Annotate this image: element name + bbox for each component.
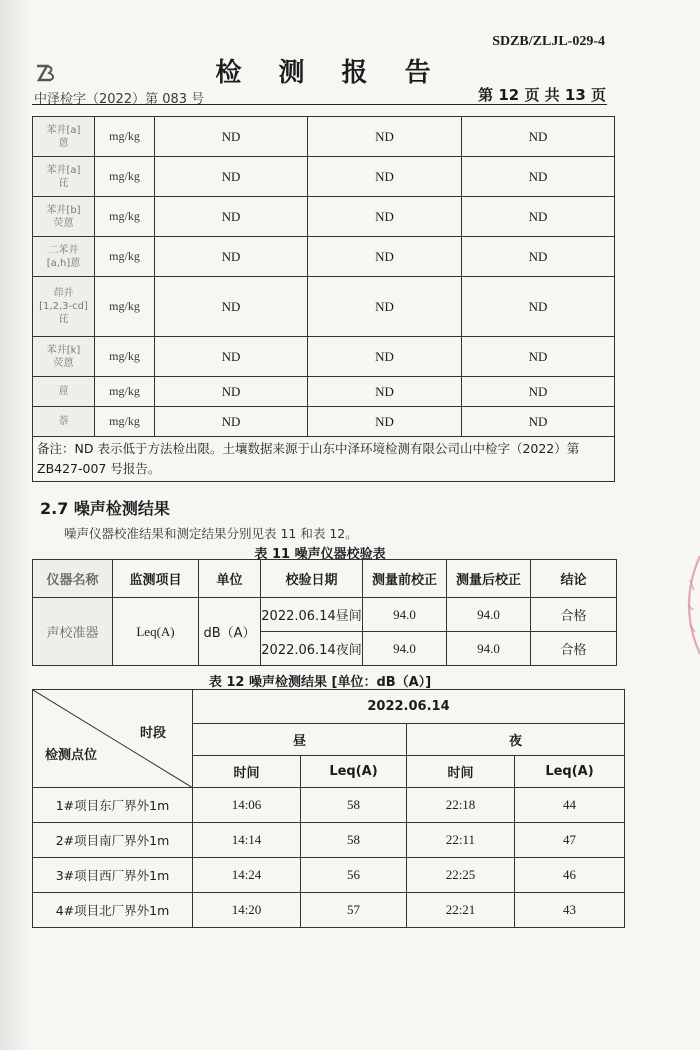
table-row (33, 407, 615, 437)
unit-cell: mg/kg (95, 157, 155, 197)
calibration-date: 2022.06.14昼间 (261, 598, 363, 632)
remark-cell (33, 437, 615, 482)
day-leq: 56 (301, 858, 407, 893)
column-header: Leq(A) (515, 756, 625, 788)
instrument-name: 声校准器 (33, 598, 113, 666)
conclusion: 合格 (531, 632, 617, 666)
day-leq: 58 (301, 788, 407, 823)
table12-caption: 表 12 噪声检测结果 [单位：dB（A）] (208, 675, 432, 690)
noise-instrument-calibration-table (32, 559, 617, 666)
table-row (33, 823, 625, 858)
after-calibration: 94.0 (447, 632, 531, 666)
table-row (33, 858, 625, 893)
compound-name (33, 157, 95, 197)
night-time: 22:21 (407, 893, 515, 928)
corner-point-label: 检测点位 (45, 748, 98, 763)
unit-cell: mg/kg (95, 117, 155, 157)
compound-name-line: [a,h]蒽 (46, 257, 81, 269)
noise-results-table (32, 689, 625, 928)
page-number: 第 12 页 共 13 页 (478, 86, 606, 104)
value-cell: ND (155, 237, 308, 277)
value-cell: ND (155, 407, 308, 437)
compound-name-line: 苯并[a] (46, 124, 81, 136)
header-rule (32, 104, 607, 105)
table-row (33, 277, 615, 337)
table-row (33, 788, 625, 823)
before-calibration: 94.0 (363, 598, 447, 632)
column-header: 单位 (199, 560, 261, 598)
monitoring-point: 1#项目东厂界外1m (33, 788, 193, 823)
monitoring-point: 4#项目北厂界外1m (33, 893, 193, 928)
remark-row (33, 437, 615, 482)
table-row (33, 237, 615, 277)
table-row (33, 377, 615, 407)
monitoring-point: 3#项目西厂界外1m (33, 858, 193, 893)
value-cell: ND (308, 377, 462, 407)
table11-body (33, 560, 617, 666)
value-cell: ND (155, 157, 308, 197)
value-cell: ND (462, 277, 615, 337)
value-cell: ND (462, 377, 615, 407)
day-leq: 58 (301, 823, 407, 858)
monitor-item: Leq(A) (113, 598, 199, 666)
compound-name-line: 苯并[a] (46, 164, 81, 176)
night-time: 22:11 (407, 823, 515, 858)
value-cell: ND (308, 117, 462, 157)
day-header: 昼 (193, 724, 407, 756)
unit-cell: mg/kg (95, 197, 155, 237)
day-time: 14:20 (193, 893, 301, 928)
report-number: 中泽检字（2022）第 083 号 (34, 92, 205, 107)
night-leq: 44 (515, 788, 625, 823)
unit-cell: mg/kg (95, 407, 155, 437)
date-header: 2022.06.14 (193, 690, 625, 724)
day-time: 14:06 (193, 788, 301, 823)
compound-name-line: 蒽 (58, 137, 69, 149)
compound-name-line: 二苯并 (48, 244, 79, 256)
night-leq: 47 (515, 823, 625, 858)
day-time: 14:14 (193, 823, 301, 858)
calibration-date: 2022.06.14夜间 (261, 632, 363, 666)
night-leq: 43 (515, 893, 625, 928)
unit-cell: dB（A） (199, 598, 261, 666)
unit-cell: mg/kg (95, 237, 155, 277)
monitoring-point: 2#项目南厂界外1m (33, 823, 193, 858)
column-header: Leq(A) (301, 756, 407, 788)
continued-results-table (32, 116, 615, 482)
value-cell: ND (462, 407, 615, 437)
diagonal-line (33, 690, 193, 788)
night-time: 22:18 (407, 788, 515, 823)
compound-name-line: 芘 (58, 314, 69, 325)
compound-name (33, 117, 95, 157)
value-cell: ND (155, 277, 308, 337)
table-row (33, 893, 625, 928)
value-cell: ND (155, 377, 308, 407)
table-row (33, 197, 615, 237)
remark-line: ZB427-007 号报告。 (37, 461, 161, 476)
value-cell: ND (308, 237, 462, 277)
compound-name (33, 237, 95, 277)
value-cell: ND (462, 337, 615, 377)
report-title: 检 测 报 告 (215, 58, 445, 88)
conclusion: 合格 (531, 598, 617, 632)
table-header-row (33, 560, 617, 598)
value-cell: ND (155, 117, 308, 157)
compound-name-line: 荧蒽 (53, 357, 74, 369)
column-header: 仪器名称 (33, 560, 113, 598)
day-leq: 57 (301, 893, 407, 928)
value-cell: ND (462, 197, 615, 237)
night-leq: 46 (515, 858, 625, 893)
after-calibration: 94.0 (447, 598, 531, 632)
scan-shadow (0, 0, 30, 1050)
compound-name-line: 苯并[b] (46, 204, 81, 216)
compound-name-line: [1,2,3-cd] (39, 301, 88, 312)
column-header: 监测项目 (113, 560, 199, 598)
day-time: 14:24 (193, 858, 301, 893)
compound-name-line: 芘 (58, 177, 69, 189)
compound-name (33, 337, 95, 377)
corner-period-label: 时段 (139, 726, 166, 741)
column-header: 时间 (193, 756, 301, 788)
compound-name-line: 茚并 (53, 288, 74, 299)
section-title: 2.7 噪声检测结果 (40, 499, 170, 518)
table12-body (33, 690, 625, 928)
table-header-row (33, 690, 625, 724)
document-code: SDZB/ZLJL-029-4 (492, 34, 605, 49)
value-cell: ND (308, 197, 462, 237)
value-cell: ND (308, 337, 462, 377)
value-cell: ND (462, 237, 615, 277)
before-calibration: 94.0 (363, 632, 447, 666)
section-intro: 噪声仪器校准结果和测定结果分别见表 11 和表 12。 (64, 526, 358, 541)
value-cell: ND (462, 117, 615, 157)
compound-name: 䓛 (33, 377, 95, 407)
value-cell: ND (308, 407, 462, 437)
value-cell: ND (155, 337, 308, 377)
night-header: 夜 (407, 724, 625, 756)
value-cell: ND (308, 277, 462, 337)
compound-name: 萘 (33, 407, 95, 437)
table-row (33, 157, 615, 197)
column-header: 结论 (531, 560, 617, 598)
compound-name (33, 197, 95, 237)
corner-header-cell (33, 690, 193, 788)
unit-cell: mg/kg (95, 337, 155, 377)
compound-name-line: 苯并[k] (46, 344, 81, 356)
value-cell: ND (155, 197, 308, 237)
compound-name-line: 荧蒽 (53, 217, 74, 229)
value-cell: ND (462, 157, 615, 197)
unit-cell: mg/kg (95, 277, 155, 337)
compound-name (33, 277, 95, 337)
table11-caption: 表 11 噪声仪器校验表 (254, 547, 386, 562)
unit-cell: mg/kg (95, 377, 155, 407)
table-row (33, 337, 615, 377)
column-header: 测量后校正 (447, 560, 531, 598)
column-header: 校验日期 (261, 560, 363, 598)
value-cell: ND (308, 157, 462, 197)
night-time: 22:25 (407, 858, 515, 893)
remark-line: 备注：ND 表示低于方法检出限。土壤数据来源于山东中泽环境检测有限公司山中检字（2022）第 (37, 441, 580, 456)
column-header: 测量前校正 (363, 560, 447, 598)
table-row (33, 598, 617, 632)
table-row (33, 117, 615, 157)
column-header: 时间 (407, 756, 515, 788)
seam-stamp-icon (674, 550, 700, 660)
continued-rows (33, 117, 615, 482)
